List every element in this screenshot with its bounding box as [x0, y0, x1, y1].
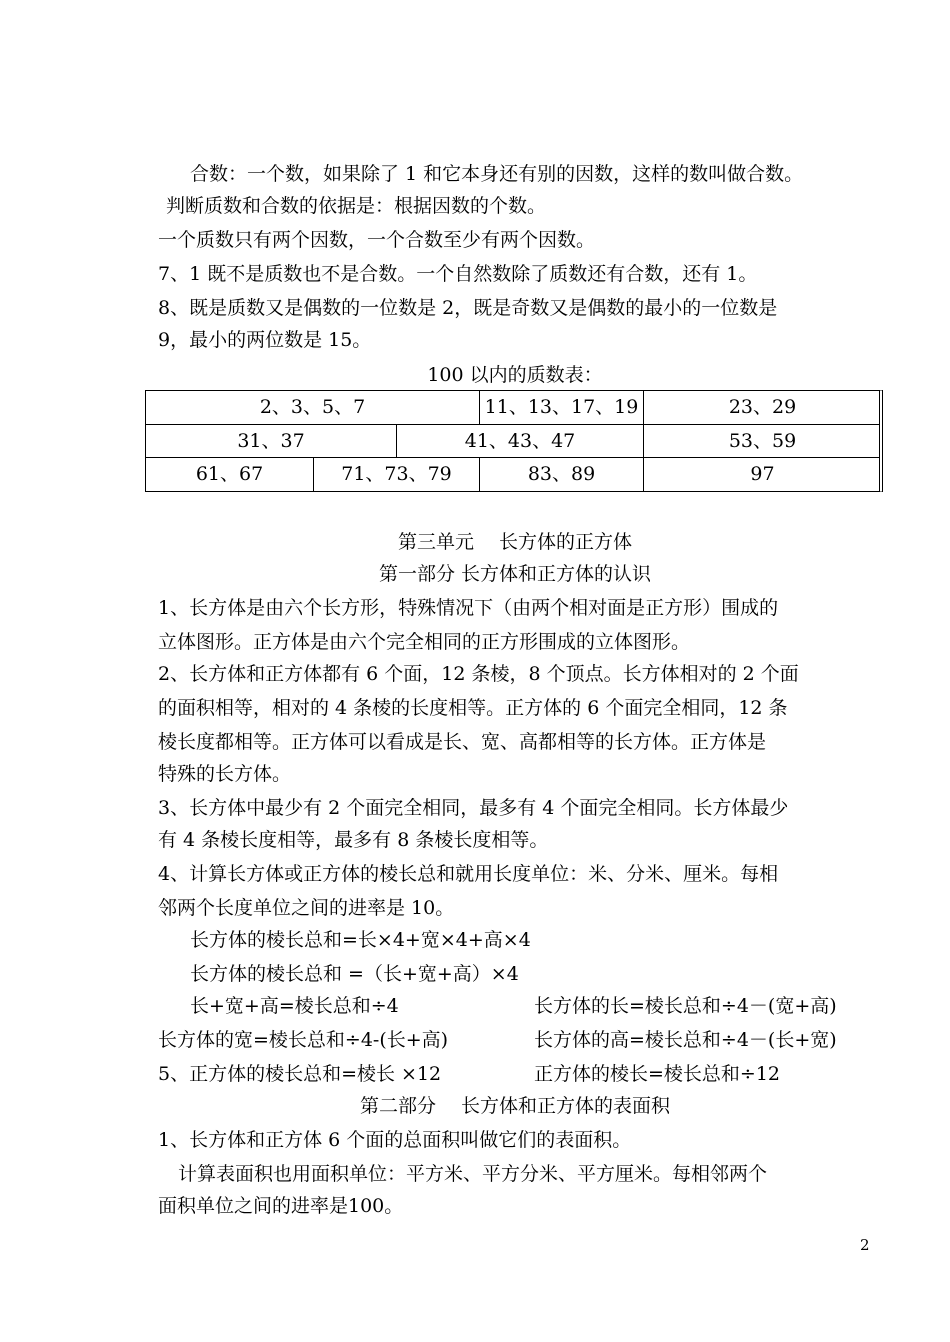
formula-width: 长方体的宽=棱长总和÷4-(长+高): [158, 1029, 449, 1051]
table-cell: 97: [643, 458, 881, 491]
part2-line: 1、长方体和正方体 6 个面的总面积叫做它们的表面积。: [158, 1129, 632, 1151]
paragraph-item-8-cont: 9，最小的两位数是 15。: [158, 329, 372, 351]
formula-total-edges-2: 长方体的棱长总和 =（长+宽+高）×4: [190, 963, 519, 985]
part1-line: 棱长度都相等。正方体可以看成是长、宽、高都相等的长方体。正方体是: [158, 731, 767, 753]
part1-line: 立体图形。正方体是由六个完全相同的正方形围成的立体图形。: [158, 631, 691, 653]
table-cell: 61、67: [195, 463, 264, 485]
table-cell: 41、43、47: [396, 425, 643, 458]
formula-length: 长方体的长=棱长总和÷4－(宽+高): [534, 995, 837, 1017]
paragraph-criteria: 判断质数和合数的依据是：根据因数的个数。: [166, 195, 547, 217]
table-cell: 71、73、79: [313, 458, 479, 491]
table-row: [146, 457, 879, 491]
prime-table-caption: 100 以内的质数表：: [427, 364, 603, 386]
table-cell: 2、3、5、7: [259, 396, 366, 418]
part2-line: 计算表面积也用面积单位：平方米、平方分米、平方厘米。每相邻两个: [178, 1163, 768, 1185]
part1-line: 4、计算长方体或正方体的棱长总和就用长度单位：米、分米、厘米。每相: [158, 863, 779, 885]
formula-total-edges-1: 长方体的棱长总和=长×4+宽×4+高×4: [190, 929, 531, 951]
table-row: [146, 424, 879, 458]
formula-height: 长方体的高=棱长总和÷4－(长+宽): [534, 1029, 837, 1051]
part1-line: 1、长方体是由六个长方形，特殊情况下（由两个相对面是正方形）围成的: [158, 597, 779, 619]
formula-cube-edge: 正方体的棱长=棱长总和÷12: [534, 1063, 781, 1085]
paragraph-item-8: 8、既是质数又是偶数的一位数是 2，既是奇数又是偶数的最小的一位数是: [158, 297, 778, 319]
part1-line: 2、长方体和正方体都有 6 个面，12 条棱，8 个顶点。长方体相对的 2 个面: [158, 663, 799, 685]
table-cell: 23、29: [643, 391, 881, 424]
part1-line: 邻两个长度单位之间的进率是 10。: [158, 897, 455, 919]
part1-title: 第一部分 长方体和正方体的认识: [378, 563, 652, 585]
part1-line: 3、长方体中最少有 2 个面完全相同，最多有 4 个面完全相同。长方体最少: [158, 797, 789, 819]
table-cell: 53、59: [643, 425, 881, 458]
table-cell: 11、13、17、19: [479, 391, 643, 424]
paragraph-item-7: 7、1 既不是质数也不是合数。一个自然数除了质数还有合数，还有 1。: [158, 263, 758, 285]
paragraph-factor-count: 一个质数只有两个因数，一个合数至少有两个因数。: [158, 229, 596, 251]
prime-table: [145, 390, 883, 492]
table-cell: 83、89: [479, 458, 643, 491]
table-cell: 31、37: [237, 430, 305, 452]
table-row: [146, 391, 879, 424]
page-number: 2: [860, 1236, 870, 1254]
part1-line: 的面积相等，相对的 4 条棱的长度相等。正方体的 6 个面完全相同，12 条: [158, 697, 788, 719]
part1-line: 特殊的长方体。: [158, 763, 292, 785]
part2-title: 第二部分 长方体和正方体的表面积: [359, 1095, 671, 1117]
formula-sum-lwh: 长+宽+高=棱长总和÷4: [190, 995, 399, 1017]
paragraph-composite-number: 合数：一个数，如果除了 1 和它本身还有别的因数，这样的数叫做合数。: [190, 163, 804, 185]
formula-cube-total-edges: 5、正方体的棱长总和=棱长 ×12: [158, 1063, 442, 1085]
part2-line: 面积单位之间的进率是100。: [158, 1195, 404, 1217]
part1-line: 有 4 条棱长度相等，最多有 8 条棱长度相等。: [158, 829, 549, 851]
unit-title: 第三单元 长方体的正方体: [397, 531, 633, 553]
